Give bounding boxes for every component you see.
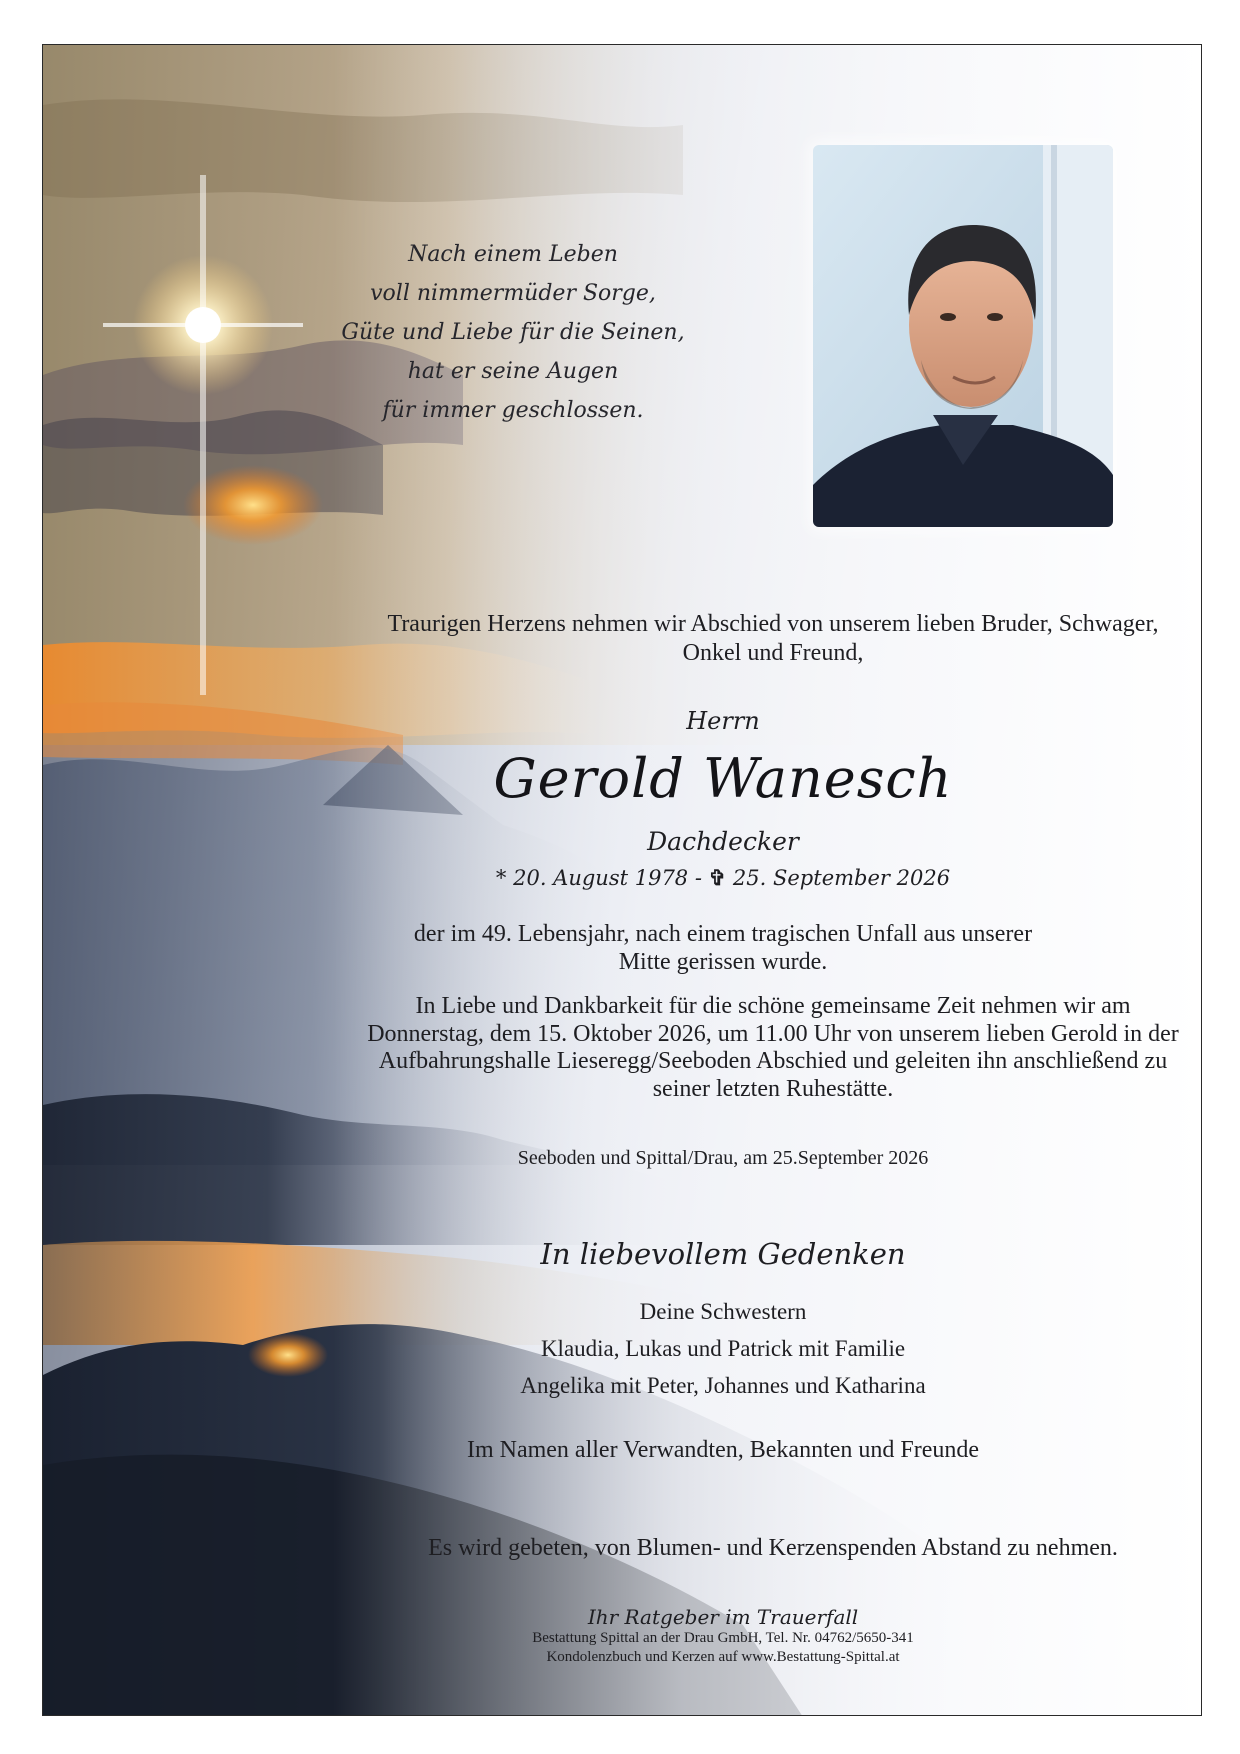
quote-line: voll nimmermüder Sorge, (370, 281, 656, 306)
funeral-details-text: In Liebe und Dankbarkeit für die schöne gemeinsame Zeit nehmen wir am Donnerstag, dem 15. Oktober 2026, um 11.00 Uhr von unserem lieben Gerold in der Aufbahrungshalle Lieseregg/Seeboden Abschied und geleiten ihn anschließend zu seiner letzten Ruhestätte. (367, 993, 1179, 1102)
portrait-photo (813, 145, 1113, 527)
mourner-line: Deine Schwestern (639, 1299, 807, 1324)
salutation: Herrn (686, 707, 760, 735)
obituary-card (42, 44, 1202, 1716)
quote-line: Nach einem Leben (408, 242, 618, 267)
circumstances-text: der im 49. Lebensjahr, nach einem tragischen Unfall aus unserer Mitte gerissen wurde. (413, 921, 1033, 975)
donation-request: Es wird gebeten, von Blumen- und Kerzenspenden Abstand zu nehmen. (428, 1535, 1118, 1561)
memory-heading: In liebevollem Gedenken (540, 1237, 906, 1271)
deceased-name: Gerold Wanesch (493, 747, 953, 810)
occupation: Dachdecker (647, 827, 799, 856)
mourner-line: Klaudia, Lukas und Patrick mit Familie (540, 1336, 906, 1361)
birth-date: * 20. August 1978 - (495, 866, 702, 890)
intro-text: Traurigen Herzens nehmen wir Abschied von unserem lieben Bruder, Schwager, Onkel und Freund, (387, 611, 1159, 666)
footer-contact: Bestattung Spittal an der Drau GmbH, Tel. Nr. 04762/5650-341 (532, 1630, 914, 1646)
funeral-home-footer (403, 1605, 1043, 1667)
portrait-image (813, 145, 1113, 527)
relatives-line: Im Namen aller Verwandten, Bekannten und Freunde (466, 1437, 980, 1463)
mourner-line: Angelika mit Peter, Johannes und Katharina (520, 1373, 926, 1398)
quote-line: für immer geschlossen. (382, 398, 644, 423)
footer-slogan: Ihr Ratgeber im Trauerfall (587, 1605, 859, 1629)
quote-line: hat er seine Augen (407, 359, 619, 384)
place-and-date: Seeboden und Spittal/Drau, am 25.September 2026 (517, 1147, 929, 1169)
quote-line: Güte und Liebe für die Seinen, (341, 320, 685, 345)
footer-website: Kondolenzbuch und Kerzen auf www.Bestattung-Spittal.at (546, 1649, 900, 1665)
life-dates (443, 865, 1003, 890)
cross-icon: ✞ (708, 865, 727, 890)
mourners-list (423, 1293, 1023, 1404)
death-date: 25. September 2026 (732, 866, 951, 890)
memorial-quote (323, 235, 703, 430)
